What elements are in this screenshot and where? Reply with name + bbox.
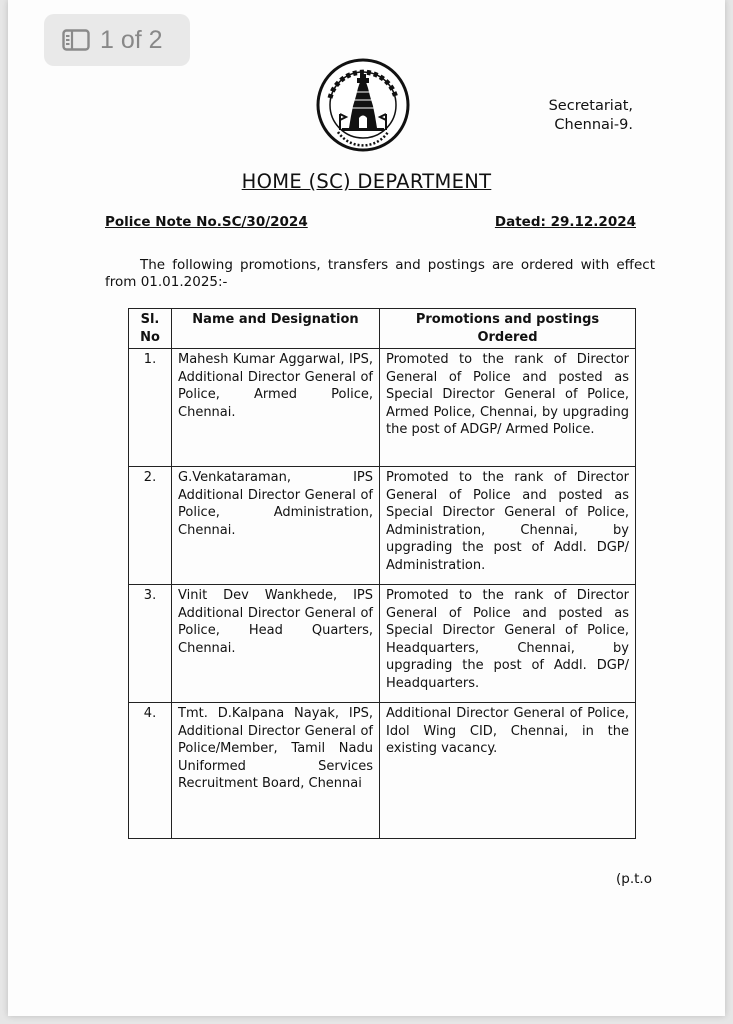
table-row [129,349,636,467]
page-thumbnails-icon [62,29,90,51]
header-name-designation: Name and Designation [172,309,380,349]
table-row [129,585,636,703]
row-sl-no: 2. [129,467,172,585]
table-row [129,467,636,585]
row-posting-order: Promoted to the rank of Director General of Police and posted as Special Director General of Police, Armed Police, Chennai, by upgrading the post of ADGP/ Armed Police. [380,349,636,467]
tamil-nadu-emblem-icon [316,58,410,152]
page-indicator-badge[interactable] [44,14,190,66]
document-page [8,0,725,1016]
intro-paragraph: The following promotions, transfers and postings are ordered with effect from 01.01.2025:- [105,257,655,290]
department-title: HOME (SC) DEPARTMENT [241,170,492,193]
row-name-designation: Mahesh Kumar Aggarwal, IPS, Additional Director General of Police, Armed Police, Chennai. [172,349,380,467]
header-sl-no: Sl. No [129,309,172,349]
note-date: Dated: 29.12.2024 [494,214,636,230]
header-promotions-postings: Promotions and postings Ordered [380,309,636,349]
address-line-2: Chennai-9. [554,117,633,133]
please-turn-over-note: (p.t.o [616,871,652,887]
table-header-row [129,309,636,349]
row-name-designation: Tmt. D.Kalpana Nayak, IPS, Additional Director General of Police/Member, Tamil Nadu Uniformed Services Recruitment Board, Chennai [172,703,380,839]
row-posting-order: Promoted to the rank of Director General of Police and posted as Special Director General of Police, Administration, Chennai, by upgrading the post of Addl. DGP/ Administration. [380,467,636,585]
row-sl-no: 4. [129,703,172,839]
postings-table [128,308,636,839]
row-posting-order: Additional Director General of Police, Idol Wing CID, Chennai, in the existing vacancy. [380,703,636,839]
police-note-number: Police Note No.SC/30/2024 [105,214,308,230]
row-sl-no: 1. [129,349,172,467]
row-name-designation: Vinit Dev Wankhede, IPS Additional Director General of Police, Head Quarters, Chennai. [172,585,380,703]
row-posting-order: Promoted to the rank of Director General of Police and posted as Special Director General of Police, Headquarters, Chennai, by upgrading the post of Addl. DGP/ Headquarters. [380,585,636,703]
row-name-designation: G.Venkataraman, IPS Additional Director General of Police, Administration, Chennai. [172,467,380,585]
table-row [129,703,636,839]
secretariat-address [549,97,633,135]
row-sl-no: 3. [129,585,172,703]
address-line-1: Secretariat, [548,98,633,114]
page-indicator-text: 1 of 2 [100,25,163,54]
